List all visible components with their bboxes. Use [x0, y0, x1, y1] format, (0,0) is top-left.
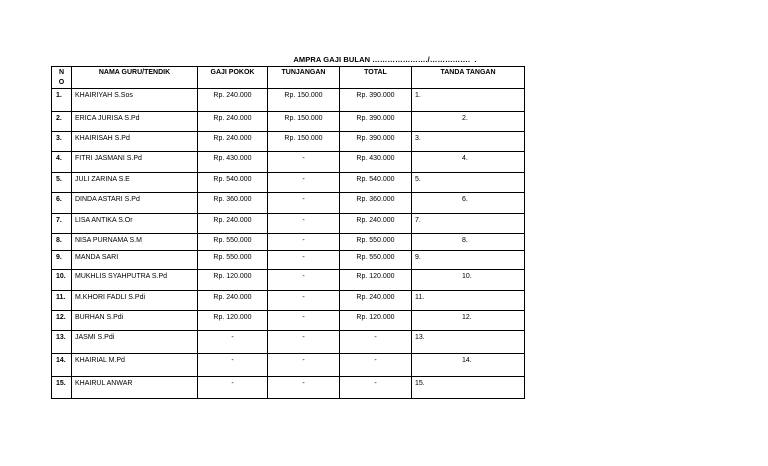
allowance: - — [268, 270, 340, 291]
staff-name: JASMI S.Pdi — [72, 331, 198, 354]
total-pay: Rp. 550.000 — [340, 251, 412, 270]
signature-cell — [412, 193, 525, 214]
total-pay: Rp. 240.000 — [340, 214, 412, 234]
base-salary: Rp. 120.000 — [198, 311, 268, 331]
signature-cell — [412, 377, 525, 399]
signature-cell — [412, 354, 525, 377]
base-salary: - — [198, 331, 268, 354]
signature-number: 2. — [462, 115, 468, 122]
row-number: 4. — [52, 152, 72, 173]
table-header-row — [52, 67, 525, 89]
row-number: 8. — [52, 234, 72, 251]
table-row — [52, 214, 525, 234]
row-number: 1. — [52, 89, 72, 112]
base-salary: Rp. 550.000 — [198, 234, 268, 251]
base-salary: Rp. 540.000 — [198, 173, 268, 193]
total-pay: Rp. 390.000 — [340, 89, 412, 112]
row-number: 13. — [52, 331, 72, 354]
signature-number: 4. — [462, 155, 468, 162]
signature-number: 7. — [415, 217, 421, 224]
table-row — [52, 251, 525, 270]
signature-number: 10. — [462, 273, 472, 280]
staff-name: KHAIRIAL M.Pd — [72, 354, 198, 377]
allowance: - — [268, 291, 340, 311]
signature-cell — [412, 89, 525, 112]
staff-name: DINDA ASTARI S.Pd — [72, 193, 198, 214]
allowance: - — [268, 234, 340, 251]
signature-number: 5. — [415, 176, 421, 183]
row-number: 6. — [52, 193, 72, 214]
table-row — [52, 112, 525, 132]
staff-name: NISA PURNAMA S.M — [72, 234, 198, 251]
signature-cell — [412, 331, 525, 354]
total-pay: Rp. 360.000 — [340, 193, 412, 214]
table-row — [52, 354, 525, 377]
staff-name: KHAIRIYAH S.Sos — [72, 89, 198, 112]
column-header-name: NAMA GURU/TENDIK — [72, 67, 198, 89]
signature-cell — [412, 251, 525, 270]
column-header-no — [52, 67, 72, 89]
base-salary: Rp. 430.000 — [198, 152, 268, 173]
allowance: - — [268, 251, 340, 270]
signature-number: 9. — [415, 254, 421, 261]
base-salary: Rp. 240.000 — [198, 89, 268, 112]
allowance: - — [268, 152, 340, 173]
signature-cell — [412, 112, 525, 132]
total-pay: - — [340, 331, 412, 354]
row-number: 2. — [52, 112, 72, 132]
column-header-no-line1: N — [58, 69, 65, 76]
column-header-signature: TANDA TANGAN — [412, 67, 525, 89]
base-salary: Rp. 240.000 — [198, 112, 268, 132]
signature-cell — [412, 152, 525, 173]
row-number: 5. — [52, 173, 72, 193]
total-pay: Rp. 240.000 — [340, 291, 412, 311]
signature-cell — [412, 234, 525, 251]
table-row — [52, 270, 525, 291]
staff-name: M.KHORI FADLI S.Pdi — [72, 291, 198, 311]
table-row — [52, 377, 525, 399]
total-pay: Rp. 550.000 — [340, 234, 412, 251]
signature-cell — [412, 214, 525, 234]
base-salary: Rp. 120.000 — [198, 270, 268, 291]
staff-name: MUKHLIS SYAHPUTRA S.Pd — [72, 270, 198, 291]
total-pay: Rp. 390.000 — [340, 112, 412, 132]
staff-name: MANDA SARI — [72, 251, 198, 270]
base-salary: Rp. 550.000 — [198, 251, 268, 270]
row-number: 12. — [52, 311, 72, 331]
total-pay: - — [340, 377, 412, 399]
allowance: - — [268, 311, 340, 331]
row-number: 3. — [52, 132, 72, 152]
allowance: - — [268, 377, 340, 399]
signature-number: 3. — [415, 135, 421, 142]
document-title: AMPRA GAJI BULAN …………………./……………. . — [293, 55, 477, 64]
row-number: 10. — [52, 270, 72, 291]
signature-cell — [412, 270, 525, 291]
row-number: 15. — [52, 377, 72, 399]
column-header-total: TOTAL — [340, 67, 412, 89]
staff-name: KHAIRISAH S.Pd — [72, 132, 198, 152]
staff-name: BURHAN S.Pdi — [72, 311, 198, 331]
signature-number: 11. — [415, 294, 425, 301]
allowance: - — [268, 354, 340, 377]
table-row — [52, 331, 525, 354]
allowance: - — [268, 331, 340, 354]
allowance: Rp. 150.000 — [268, 132, 340, 152]
base-salary: Rp. 360.000 — [198, 193, 268, 214]
allowance: - — [268, 214, 340, 234]
signature-number: 8. — [462, 237, 468, 244]
allowance: Rp. 150.000 — [268, 89, 340, 112]
salary-table — [51, 66, 525, 399]
total-pay: Rp. 430.000 — [340, 152, 412, 173]
table-row — [52, 234, 525, 251]
base-salary: - — [198, 377, 268, 399]
table-row — [52, 291, 525, 311]
signature-number: 15. — [415, 380, 425, 387]
total-pay: Rp. 540.000 — [340, 173, 412, 193]
base-salary: Rp. 240.000 — [198, 214, 268, 234]
table-row — [52, 152, 525, 173]
signature-cell — [412, 291, 525, 311]
row-number: 11. — [52, 291, 72, 311]
base-salary: - — [198, 354, 268, 377]
table-row — [52, 311, 525, 331]
table-row — [52, 132, 525, 152]
signature-number: 6. — [462, 196, 468, 203]
column-header-allowance: TUNJANGAN — [268, 67, 340, 89]
table-row — [52, 89, 525, 112]
column-header-salary: GAJI POKOK — [198, 67, 268, 89]
base-salary: Rp. 240.000 — [198, 132, 268, 152]
row-number: 9. — [52, 251, 72, 270]
total-pay: - — [340, 354, 412, 377]
staff-name: JULI ZARINA S.E — [72, 173, 198, 193]
table-row — [52, 193, 525, 214]
staff-name: ERICA JURISA S.Pd — [72, 112, 198, 132]
column-header-no-line2: O — [58, 79, 65, 86]
total-pay: Rp. 120.000 — [340, 270, 412, 291]
base-salary: Rp. 240.000 — [198, 291, 268, 311]
signature-cell — [412, 173, 525, 193]
signature-number: 1. — [415, 92, 421, 99]
table-body — [52, 89, 525, 399]
signature-number: 13. — [415, 334, 425, 341]
staff-name: FITRI JASMANI S.Pd — [72, 152, 198, 173]
allowance: - — [268, 193, 340, 214]
allowance: - — [268, 173, 340, 193]
total-pay: Rp. 390.000 — [340, 132, 412, 152]
signature-number: 14. — [462, 357, 472, 364]
signature-cell — [412, 311, 525, 331]
allowance: Rp. 150.000 — [268, 112, 340, 132]
row-number: 14. — [52, 354, 72, 377]
signature-cell — [412, 132, 525, 152]
table-row — [52, 173, 525, 193]
signature-number: 12. — [462, 314, 472, 321]
total-pay: Rp. 120.000 — [340, 311, 412, 331]
row-number: 7. — [52, 214, 72, 234]
staff-name: KHAIRUL ANWAR — [72, 377, 198, 399]
staff-name: LISA ANTIKA S.Or — [72, 214, 198, 234]
